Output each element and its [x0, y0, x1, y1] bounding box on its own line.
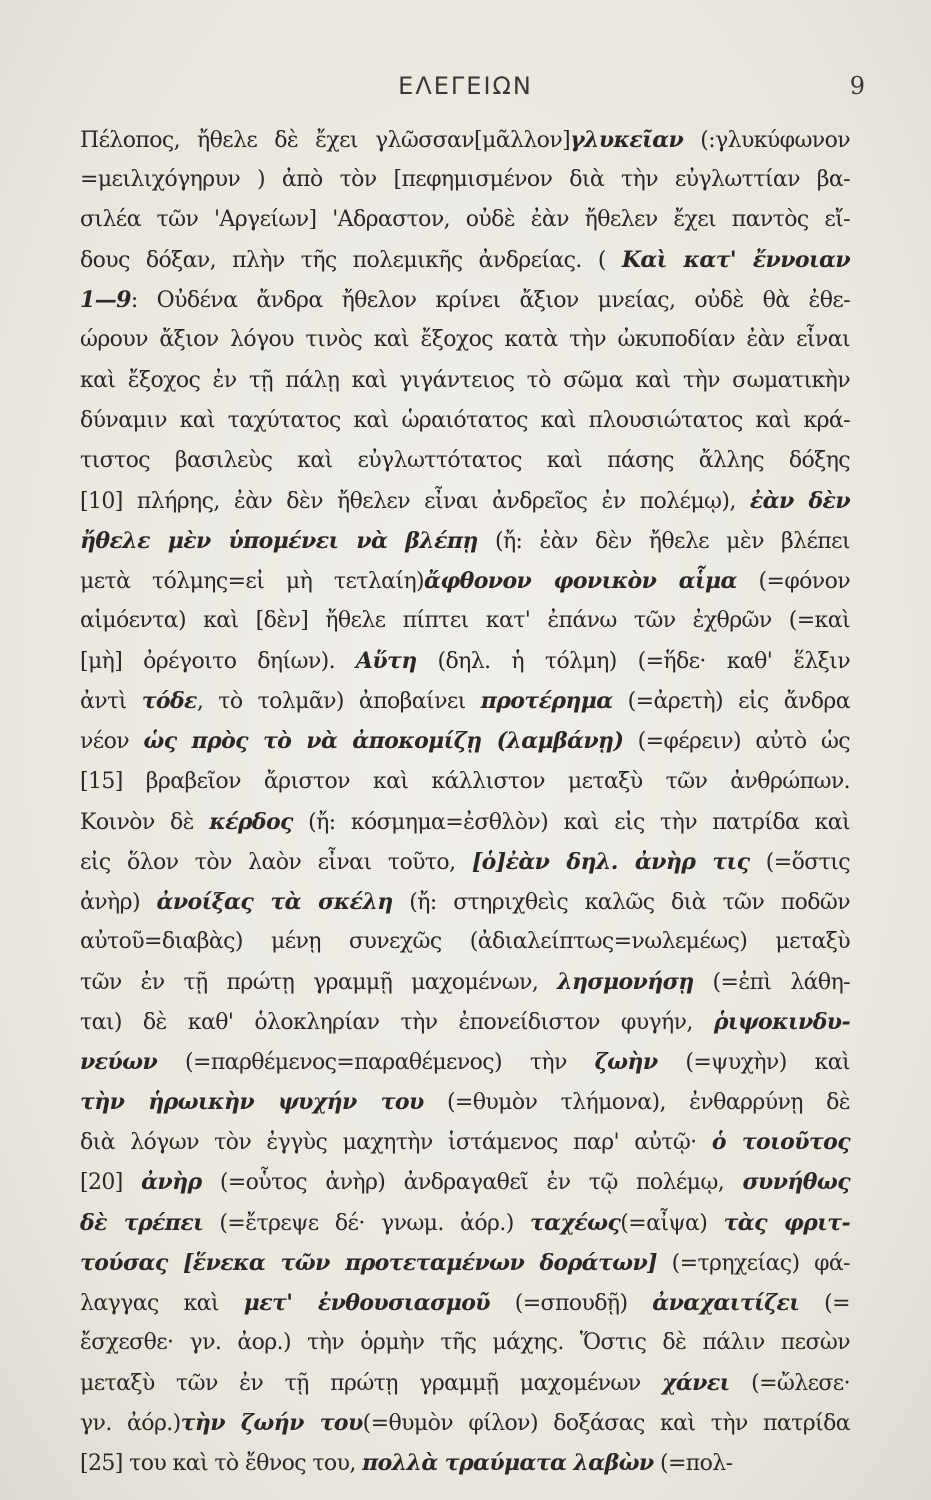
emphasized-text: τὴν ἡρωικὴν ψυχήν του — [80, 1089, 424, 1116]
text-line — [80, 1203, 850, 1243]
text-line — [80, 1082, 850, 1122]
emphasized-text: ὁ τοιοῦτος — [711, 1129, 850, 1156]
text-segment: μεταξὺ τῶν ἐν τῇ πρώτῃ γραμμῇ μαχομένων — [80, 1370, 662, 1396]
emphasized-text: ἄφθονον φονικὸν αἷμα — [424, 568, 737, 595]
emphasized-text: ἀνοίξας τὰ σκέλη — [156, 888, 393, 915]
text-line — [80, 481, 850, 521]
emphasized-text: δὲ τρέπει — [80, 1209, 204, 1236]
text-segment: Κοινὸν δὲ — [80, 809, 210, 835]
text-line — [80, 762, 850, 802]
text-line — [80, 922, 850, 962]
text-segment: γν. ἀόρ.) — [80, 1411, 181, 1436]
text-segment: τῶν ἐν τῇ πρώτῃ γραμμῇ μαχομένων, — [80, 969, 558, 995]
text-line — [80, 320, 850, 360]
page-number: 9 — [849, 72, 865, 100]
text-segment: σιλέα τῶν 'Αργείων] 'Αδραστον, οὐδὲ ἐὰν ἤθελεν ἔχει παντὸς εἴ- — [80, 207, 850, 233]
text-segment: (=ὅστις — [749, 849, 850, 875]
text-segment: (ἤ: στηριχθεὶς καλῶς διὰ τῶν ποδῶν — [392, 889, 850, 915]
emphasized-text: ἐὰν δὲν — [749, 487, 850, 514]
text-segment: (= — [799, 1290, 850, 1316]
text-line — [80, 1323, 850, 1363]
text-segment: (=φόνον — [736, 569, 850, 595]
text-line — [80, 441, 850, 481]
text-segment: (=ἐπὶ λάθη- — [693, 969, 850, 995]
emphasized-text: τούσας [ἕνεκα τῶν προτεταμένων δοράτων] — [80, 1249, 657, 1276]
text-line — [80, 842, 850, 882]
emphasized-text: τὰς φριτ- — [723, 1209, 850, 1236]
text-line — [80, 802, 850, 842]
text-line — [80, 120, 850, 160]
emphasized-text: προτέρημα — [480, 688, 613, 715]
emphasized-text: ἀναχαιτίζει — [652, 1289, 800, 1316]
text-segment: δύναμιν καὶ ταχύτατος καὶ ὡραιότατος καὶ πλουσιώτατος καὶ κρά- — [80, 407, 850, 433]
text-line — [80, 1403, 850, 1443]
text-segment: (=παρθέμενος=παραθέμενος) τὴν — [157, 1050, 595, 1076]
text-line — [80, 601, 850, 641]
emphasized-text: χάνει — [661, 1369, 730, 1396]
text-segment: εἰς ὅλον τὸν λαὸν εἶναι τοῦτο, — [80, 849, 472, 875]
text-line — [80, 521, 850, 561]
body-text — [80, 120, 850, 1483]
text-segment: (=θυμὸν φίλον) δοξάσας καὶ τὴν πατρίδα — [362, 1411, 850, 1436]
running-head — [0, 72, 931, 106]
text-segment: ἀντὶ — [80, 689, 142, 715]
text-segment: (=ἀρετὴ) εἰς ἄνδρα — [612, 689, 850, 715]
text-segment: [20] — [80, 1170, 142, 1196]
text-segment: αἱμόεντα) καὶ [δὲν] ἤθελε πίπτει κατ' ἐπάνω τῶν ἐχθρῶν (=καὶ — [80, 608, 850, 634]
text-segment: [15] βραβεῖον ἄριστον καὶ κάλλιστον μεταξὺ τῶν ἀνθρώπων. — [80, 768, 850, 794]
text-segment: ώρουν ἄξιον λόγου τινὸς καὶ ἔξοχος κατὰ τὴν ὠκυποδίαν ἐὰν εἶναι — [80, 327, 850, 353]
text-segment: (=οὗτος ἀνὴρ) ἀνδραγαθεῖ ἐν τῷ πολέμῳ, — [201, 1170, 743, 1196]
emphasized-text: γλυκεῖαν — [570, 127, 684, 153]
emphasized-text: νεύων — [80, 1049, 158, 1076]
text-line — [80, 1162, 850, 1202]
text-line — [80, 1283, 850, 1323]
text-segment: (=τρηχείας) φά- — [657, 1250, 851, 1276]
text-segment: [25] του καὶ τὸ ἔθνος του, — [80, 1451, 363, 1477]
text-line — [80, 1363, 850, 1403]
text-segment: (=πολ- — [653, 1451, 733, 1477]
emphasized-text: Αὕτη — [355, 648, 417, 675]
text-segment: ἀνὴρ) — [80, 889, 157, 915]
emphasized-text: συνήθως — [742, 1169, 850, 1196]
text-segment: (=ψυχὴν) καὶ — [657, 1050, 850, 1076]
text-segment: Πέλοπος, ἤθελε δὲ ἔχει γλῶσσαν[μᾶλλον] — [80, 128, 571, 153]
emphasized-text: ῥιψοκινδυ- — [713, 1009, 850, 1036]
text-segment: (=σπουδῇ) — [489, 1290, 653, 1316]
text-segment: (=ἔτρεψε δέ· γνωμ. ἀόρ.) — [203, 1210, 530, 1236]
running-title: ΕΛΕΓΕΙΩΝ — [398, 72, 533, 100]
text-segment: (=αἶψα) — [620, 1210, 724, 1236]
text-segment: (:γλυκύφωνον — [683, 128, 850, 153]
text-line — [80, 1443, 850, 1483]
text-segment: , τὸ τολμᾶν) ἀποβαίνει — [196, 689, 481, 715]
text-segment: (=φέρειν) αὐτὸ ὡς — [623, 729, 851, 755]
emphasized-text: πολλὰ τραύματα λαβὼν — [362, 1450, 654, 1477]
text-segment: : Οὐδένα ἄνδρα ἤθελον κρίνει ἄξιον μνείας, οὐδὲ θὰ ἐθε- — [130, 288, 850, 314]
text-segment: (=θυμὸν τλήμονα), ἐνθαρρύνῃ δὲ — [423, 1090, 851, 1116]
emphasized-text: ζωὴν — [594, 1049, 658, 1076]
text-segment: (δηλ. ἡ τόλμη) (=ἥδε· καθ' ἕλξιν — [416, 649, 850, 675]
emphasized-text: λησμονήσῃ — [557, 968, 694, 995]
text-segment: (=ὤλεσε· — [729, 1370, 850, 1396]
text-segment: (ἤ: ἐὰν δὲν ἤθελε μὲν βλέπει — [477, 528, 850, 554]
text-line — [80, 962, 850, 1002]
text-segment: ἔσχεσθε· γν. ἀορ.) τὴν ὁρμὴν τῆς μάχης. Ὅστις δὲ πάλιν πεσὼν — [80, 1329, 850, 1355]
text-line — [80, 1042, 850, 1082]
emphasized-text: Καὶ κατ' ἔννοιαν — [621, 247, 850, 274]
text-segment: [10] πλήρης, ἐὰν δὲν ἤθελεν εἶναι ἀνδρεῖος ἐν πολέμῳ), — [80, 488, 750, 514]
text-line — [80, 280, 850, 320]
emphasized-text: μετ' ἐνθουσιασμοῦ — [243, 1289, 490, 1316]
text-segment: νέον — [80, 729, 144, 755]
text-line — [80, 561, 850, 601]
emphasized-text: ἀνὴρ — [141, 1169, 202, 1196]
text-line — [80, 240, 850, 280]
text-segment: (ἤ: κόσμημα=ἐσθλὸν) καὶ εἰς τὴν πατρίδα καὶ — [292, 809, 850, 835]
text-segment: τιστος βασιλεὺς καὶ εὐγλωττότατος καὶ πάσης ἄλλης δόξης — [80, 447, 850, 473]
emphasized-text: ἤθελε μὲν ὑπομένει νὰ βλέπῃ — [80, 527, 478, 554]
text-segment: =μειλιχόγηρυν ) ἀπὸ τὸν [πεφημισμένον διὰ τὴν εὐγλωττίαν βα- — [80, 167, 850, 193]
emphasized-text: ταχέως — [529, 1209, 621, 1236]
text-line — [80, 641, 850, 681]
emphasized-text: τόδε — [141, 688, 197, 715]
text-segment: καὶ ἔξοχος ἐν τῇ πάλῃ καὶ γιγάντειος τὸ σῶμα καὶ τὴν σωματικὴν — [80, 367, 850, 393]
text-segment: [μὴ] ὀρέγοιτο δηίων). — [80, 649, 356, 675]
text-line — [80, 1122, 850, 1162]
text-line — [80, 361, 850, 401]
text-segment: μετὰ τόλμης=εἰ μὴ τετλαίη) — [80, 569, 425, 595]
emphasized-text: κέρδος — [209, 808, 293, 835]
text-line — [80, 200, 850, 240]
text-line — [80, 160, 850, 200]
emphasized-text: 1—9 — [80, 287, 131, 314]
text-line — [80, 401, 850, 441]
text-segment: αὐτοῦ=διαβὰς) μένῃ συνεχῶς (ἀδιαλείπτως=νωλεμέως) μεταξὺ — [80, 928, 850, 954]
text-segment: δους δόξαν, πλὴν τῆς πολεμικῆς ἀνδρείας. ( — [80, 248, 622, 274]
emphasized-text: ὡς πρὸς τὸ νὰ ἀποκομίζῃ (λαμβάνῃ) — [143, 728, 624, 755]
text-line — [80, 1002, 850, 1042]
emphasized-text: [ὁ]ἐὰν δηλ. ἀνὴρ τις — [471, 848, 750, 875]
text-line — [80, 1243, 850, 1283]
emphasized-text: τὴν ζωήν του — [180, 1410, 363, 1436]
text-line — [80, 882, 850, 922]
text-line — [80, 681, 850, 721]
text-segment: ται) δὲ καθ' ὁλοκληρίαν τὴν ἐπονείδιστον φυγήν, — [80, 1010, 714, 1036]
text-segment: διὰ λόγων τὸν ἐγγὺς μαχητὴν ἱστάμενος παρ' αὐτῷ· — [80, 1130, 712, 1156]
text-segment: λαγγας καὶ — [80, 1290, 244, 1316]
text-line — [80, 721, 850, 761]
